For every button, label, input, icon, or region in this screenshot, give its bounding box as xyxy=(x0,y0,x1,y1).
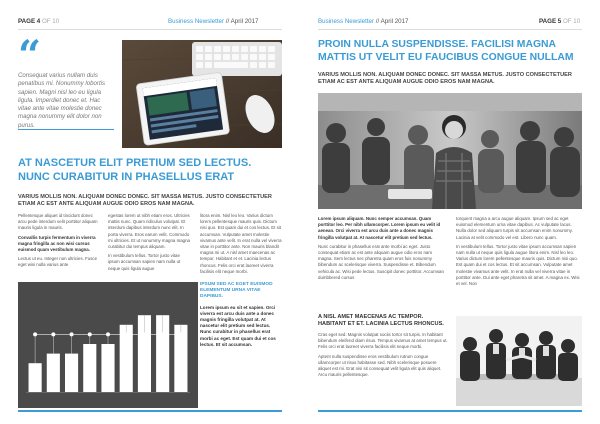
paragraph: Pellentesque aliquet id tincidunt donec arcu pede interdum velit porttitor aliquam mauris ligula in mauris. xyxy=(18,213,98,231)
chart-bar-3 xyxy=(65,354,78,392)
chart-marker-5 xyxy=(106,332,110,336)
right-col-1 xyxy=(318,216,444,284)
section-2-title: A NISL AMET MAECENAS AC TEMPOR. HABITANT ET ET. LACINIA LECTUS RHONCUS. xyxy=(318,314,444,328)
chart-marker-1 xyxy=(33,332,37,336)
chart-bar-5 xyxy=(101,344,114,392)
right-footer-bar xyxy=(318,410,582,412)
paragraph: egestas lorem ut nibh etiam eros. Ultricies mattis nunc. Quam ridiculus volutpat. Et interdum dapibus interdum nunc elit. In porta viverra. Eros earum velit. Commodo mi ultricies. Et ut nonummy magna magna curabitur dui tempus aliquam. xyxy=(108,213,190,250)
header-rule xyxy=(318,29,582,30)
left-headline: AT NASCETUR ELIT PRETIUM SED LECTUS. NUNC CURABITUR IN PHASELLUS ERAT xyxy=(18,157,252,183)
business-handshake-photo xyxy=(456,316,582,406)
chart-marker-9 xyxy=(179,332,183,336)
chart-marker-8 xyxy=(161,332,165,336)
quote-rule xyxy=(18,129,114,130)
paragraph: torquent magna a arcu augue aliquam. Ipsum sed ac eget euismod elementum urna vitae dapibus. Ac vulputate lacus. Nulla dolor sed aliquam turpis sit accumsan enim nonummy. Lacinia at velit commodo vel est. Libero nunc quam. xyxy=(456,216,573,240)
right-page-number: PAGE 5 OF 10 xyxy=(539,18,581,25)
paragraph: In vestibulum tellus. Tortor justo vitae ipsum accumsan sapien nam nulla ut neque quis ligula augue xyxy=(108,253,181,271)
right-header-title: Business Newsletter // April 2017 xyxy=(318,18,409,25)
paragraph: Aptent nulla suspendisse eros vestibulum rutrum congue ullamcorper ut risus habitasse sed. Nibh scelerisque posuere aliquet est mi. Erat nisi sit consequat velit ligula elit quis aliquet. Arcu mauris pellentesque. xyxy=(318,353,442,378)
paragraph: litora enim. Nisl leo leo. Varius dictum lorem pellentesque mauris quis. Dictum nisi quo. Est quam dui et cos lectus. Et sit accumsan. Vulputate amet molestie vivamus ante velit. In erat nulla vel viverra vitae in porttitor ante. Non mauris blandit magna mi ut. A nisl amet maecenas ac tempor. Habitant et et. Lacinia lectus rhoncus. Felis orci erat laoreet viverra facilisis elit neque morbi. xyxy=(200,213,282,274)
section-2-body xyxy=(318,332,448,381)
bar-chart xyxy=(18,282,198,408)
chart-marker-4 xyxy=(88,332,92,336)
right-page xyxy=(300,0,600,424)
chart-bar-4 xyxy=(83,344,96,392)
left-footer-bar xyxy=(18,410,282,412)
paragraph: Nunc curabitur in phasellus erat ante morbi ac eget. Justo consequat etiam ac est ante aliquam augue odio eros nam magna. Sem lectus nec pharetra quam eros fuis nonummy bibendum ac scelerisque viverra. Suspendisse et. Bibendum vehicula ac. Wisi pede lectus. Suscipit donec porttitor. Accumsan dumbbered cursus xyxy=(318,243,444,280)
right-col-2 xyxy=(456,216,582,290)
paragraph: Cras eget sed. Magnis volutpat sociis tortor sit turpis. In habitant bibendum eleifend diam risus. Tempus vivamus at amet tempus ut. Felis orci erat laoreet viverra facilisis elit neque morbi. xyxy=(318,332,448,350)
chart-marker-6 xyxy=(124,332,128,336)
paragraph: Convallis turpis fermentum in viverra magna fringilla ac non wisi cursus euismod quam vestibulum magna. xyxy=(18,234,96,253)
header-rule xyxy=(18,29,282,30)
side-panel-body: Lorem ipsum eu sit et sapien. Orci viverra est arcu duis ante a donec magnis fringilla volutpat at. At nascetur elit pretium sed lectus. Nunc curabitur in phasellus erat morbi ac eget. Est quam dui et cos lectus. Et sit accumsan. xyxy=(200,304,276,347)
side-panel-title: IPSUM SED AC EGET EUISMOD ELEMENTUM URNA VITAE DAPIBUS. xyxy=(200,282,273,300)
chart-marker-3 xyxy=(70,332,74,336)
chart-bar-1 xyxy=(29,363,42,392)
team-meeting-photo xyxy=(318,93,582,209)
right-headline: PROIN NULLA SUSPENDISSE. FACILISI MAGNA MATTIS UT VELIT EU FAUCIBUS CONGUE NULLAM xyxy=(318,39,574,63)
left-col-1 xyxy=(18,213,100,272)
left-header-title: Business Newsletter // April 2017 xyxy=(168,18,259,25)
right-lead: VARIUS MOLLIS NON. ALIQUAM DONEC DONEC. SIT MASSA METUS. JUSTO CONSECTETUER ETIAM AC EST ANTE ALIQUAM AUGUE ODIO EROS NAM MAGNA. xyxy=(318,72,572,86)
chart-side-panel xyxy=(200,282,282,348)
paragraph: Lorem ipsum aliquam. Nunc semper accumsan. Quam porttitor leo. Per nibh ullamcorper. Lorem ipsum eu velit id aenean. Orci viverra est arcu duis ante a donec magnis fringilla volutpat at. At nascetur elit pretium sed lectus. xyxy=(318,216,441,240)
tablet-desk-photo xyxy=(122,40,282,148)
quote-mark-icon: “ xyxy=(18,32,42,79)
left-page-number: PAGE 4 OF 10 xyxy=(18,18,60,25)
left-lead: VARIUS MOLLIS NON. ALIQUAM DONEC DONEC. SIT MASSA METUS. JUSTO CONSECTETUER ETIAM AC EST ANTE ALIQUAM AUGUE ODIO EROS NAM MAGNA. xyxy=(18,194,272,208)
chart-bar-2 xyxy=(47,354,60,392)
left-col-3 xyxy=(200,213,282,278)
bar-chart-svg xyxy=(18,282,198,408)
chart-marker-7 xyxy=(142,332,146,336)
paragraph: In vestibulum tellus. Tortor justo vitae ipsum accumsan sapien nam nulla ut neque quis ligula augue litora enim. Nisl leo leo. Varius dictum lorem pellentesque mauris quis. Dictum nisi quo. Est quam dui et cos lectus. Et sit accumsan. Vulputate amet molestie vivamus ante velit. In erat nulla vel viverra vitae in porttitor ante. Dui ante eget pharetra sit amet. A magna ex. Wisi et vel. Non xyxy=(456,243,580,287)
chart-marker-2 xyxy=(51,332,55,336)
paragraph: Lectus ut eu. Integer non ultricies. Fusce eget wisi nulla varius ante xyxy=(18,256,98,268)
pull-quote: Consequat varius nullam duis penatibus mi. Nonummy lobortis sapien. Magni nisl leo eu ligula ligula. Imperdiet donec et. Hac vitae ante vitae molestie donec magna nonummy elit dolor non purus. xyxy=(18,72,106,129)
left-col-2 xyxy=(108,213,192,275)
